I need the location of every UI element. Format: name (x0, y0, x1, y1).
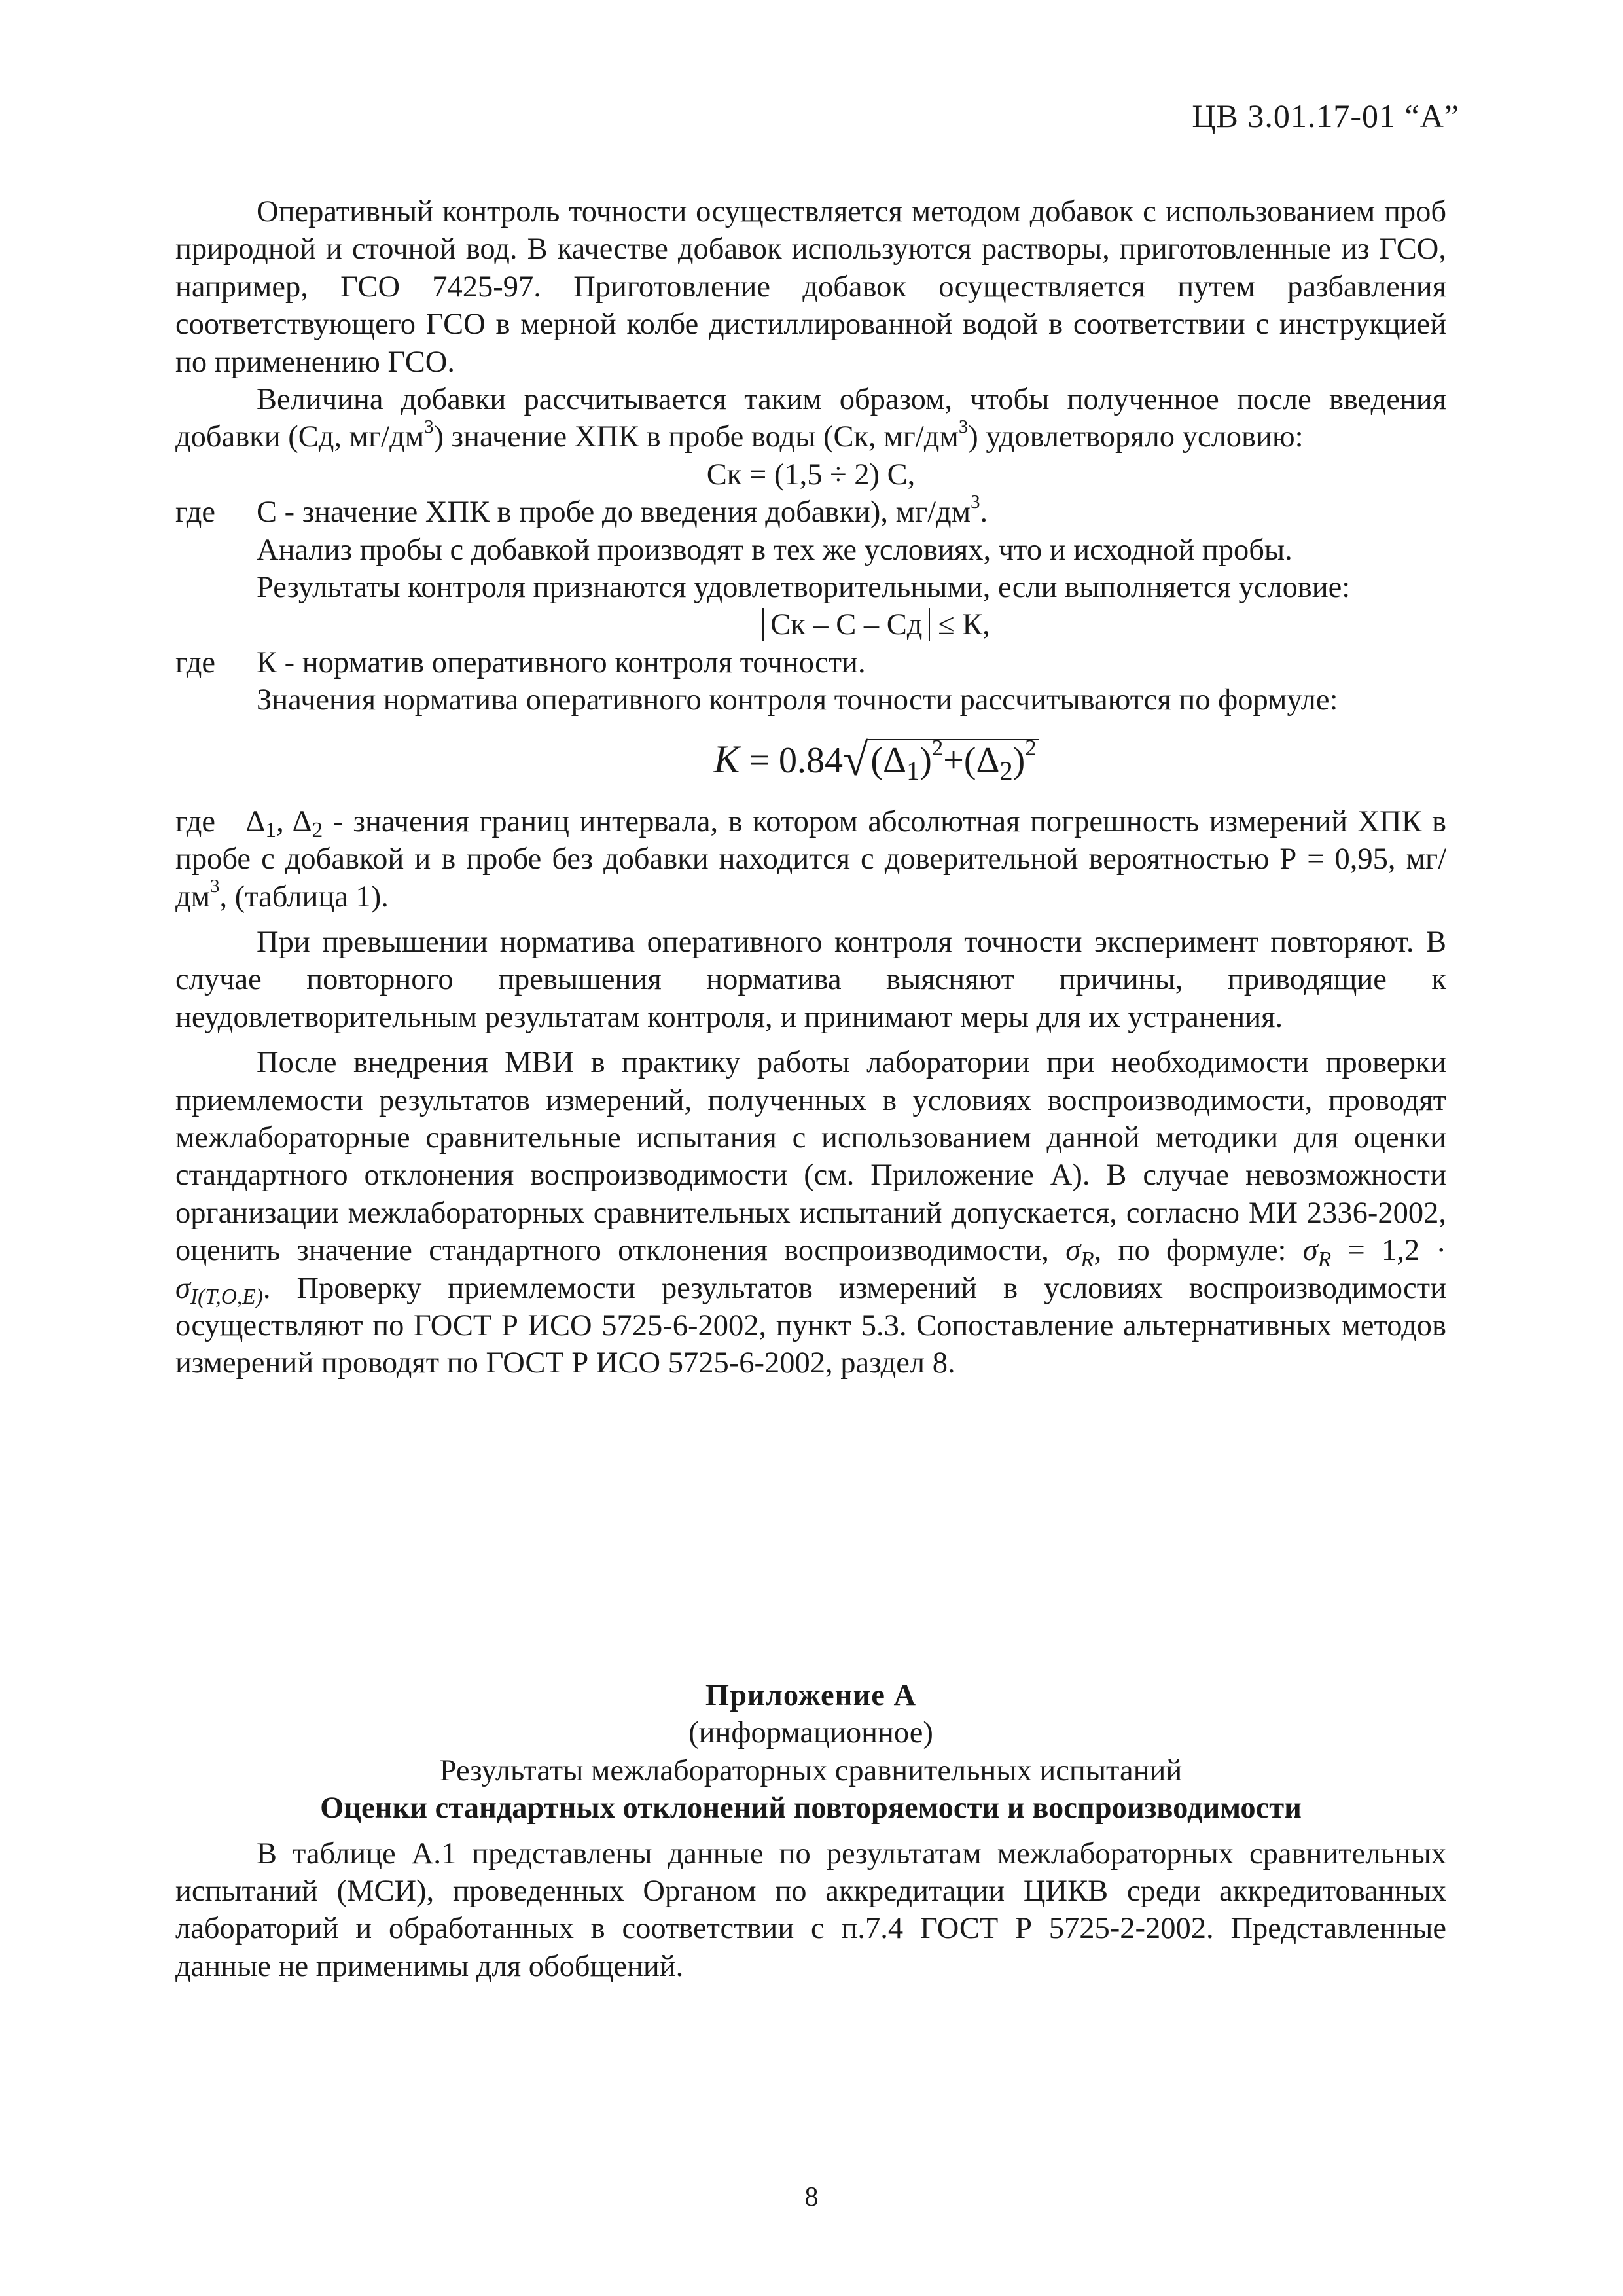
text-segment: ≤ К, (930, 608, 990, 642)
appendix-subtitle: Результаты межлабораторных сравнительных испытаний (439, 1753, 1183, 1787)
formula-k (306, 736, 1446, 783)
text-segment: ) (1012, 740, 1026, 781)
text-segment: . Проверку приемлемости результатов измерений в условиях воспроизводимости осуществляют по ГОСТ Р ИСО 5725-6-2002, пункт 5.3. Сопоставление альтернативных методов измерений проводят по ГОСТ Р ИСО 5725-6-2002, раздел 8. (175, 1271, 1446, 1380)
sigma-symbol: σ (1065, 1234, 1081, 1268)
text-segment: С - значение ХПК в пробе до введения добавки), мг/дм (257, 495, 971, 529)
square-root (842, 734, 1039, 785)
paragraph-delta-definition (175, 803, 1446, 916)
superscript: 3 (210, 875, 220, 897)
where-label: где (175, 645, 216, 679)
appendix-heading: Оценки стандартных отклонений повторяемости и воспроизводимости (320, 1791, 1302, 1825)
text-segment: Δ (245, 804, 266, 838)
abs-value: Ск – С – Сд (762, 608, 930, 641)
main-text (175, 193, 1446, 1382)
subscript: 2 (312, 818, 323, 843)
paragraph-operational-control: Оперативный контроль точности осуществляется методом добавок с использованием проб природной и сточной вод. В качестве добавок используются растворы, приготовленные из ГСО, например, ГСО 7425-97. Приготовление добавок осуществляется путем разбавления соответствующего ГСО в мерной колбе дистиллированной водой в соответствии с инструкцией по применению ГСО. (175, 195, 1446, 379)
where-text (257, 493, 1446, 531)
appendix-kind: (информационное) (688, 1716, 933, 1750)
radicand (868, 734, 1039, 785)
formula-condition (306, 606, 1446, 643)
text-segment: - значения границ интервала, в котором абсолютная погрешность измерений ХПК в пробе с добавкой и в пробе без добавки находится с доверительной вероятностью Р = 0,95, мг/дм (175, 804, 1446, 914)
superscript: 3 (424, 416, 434, 437)
superscript: 3 (971, 491, 980, 512)
appendix-section (175, 1677, 1446, 1985)
text-segment: ) удовлетворяло условию: (968, 420, 1304, 454)
subscript: 1 (265, 818, 277, 843)
formula-k-symbol: K (713, 737, 740, 781)
text-segment: . (980, 495, 988, 529)
text-segment: , (таблица 1). (219, 880, 389, 914)
sigma-symbol: σ (175, 1271, 190, 1305)
sigma-symbol: σ (1302, 1234, 1318, 1268)
appendix-paragraph: В таблице А.1 представлены данные по результатам межлабораторных сравнительных испытаний (МСИ), проведенных Органом по аккредитации ЦИКВ среди аккредитованных лабораторий и обработанных в соответствии с п.7.4 ГОСТ Р 5725-2-2002. Представленные данные не применимы для обобщений. (175, 1837, 1446, 1983)
page-number: 8 (804, 2182, 819, 2212)
where-label: где (175, 804, 216, 838)
paragraph-exceeding: При превышении норматива оперативного контроля точности эксперимент повторяют. В случае повторного превышения норматива выясняют причины, приводящие к неудовлетворительным результатам контроля, и принимают меры для их устранения. (175, 925, 1446, 1034)
text-segment: ) (919, 740, 932, 781)
text-segment: (Δ (870, 740, 907, 781)
paragraph-interlab (175, 1044, 1446, 1382)
paragraph-formula-intro: Значения норматива оперативного контроля точности рассчитываются по формуле: (257, 683, 1338, 717)
where-label: где (175, 495, 216, 529)
document-code-header: ЦВ 3.01.17-01 “А” (1192, 98, 1459, 134)
radical-sign: √ (842, 734, 868, 785)
superscript: 2 (1025, 734, 1037, 761)
text-segment: После внедрения МВИ в практику работы лаборатории при необходимости проверки приемлемости результатов измерений, полученных в условиях воспроизводимости, проводят межлабораторные сравнительные испытания с использованием данной методики для оценки стандартного отклонения воспроизводимости (см. Приложение А). В случае невозможности организации межлабораторных сравнительных испытаний допускается, согласно МИ 2336-2002, оценить значение стандартного отклонения воспроизводимости, (175, 1046, 1446, 1268)
paragraph-additive-size (175, 381, 1446, 456)
subscript: 2 (999, 755, 1013, 785)
where-c-definition (175, 493, 1446, 531)
paragraph-results-condition: Результаты контроля признаются удовлетворительными, если выполняется условие: (257, 571, 1351, 605)
formula-ck: Ск = (1,5 ÷ 2) С, (706, 457, 916, 492)
formula-k-eq: = 0.84 (740, 740, 843, 781)
subscript: R (1080, 1247, 1094, 1272)
subscript: 1 (906, 755, 920, 785)
text-segment: Величина добавки рассчитывается таким образом, чтобы полученное после введения добавки (Сд, мг/дм (175, 383, 1446, 454)
text-segment: , по формуле: (1094, 1234, 1303, 1268)
where-text: К - норматив оперативного контроля точности. (257, 645, 866, 679)
text-segment: = 1,2 · (1331, 1234, 1446, 1268)
appendix-title: Приложение А (705, 1679, 917, 1712)
superscript: 2 (931, 734, 944, 761)
text-segment: +(Δ (943, 740, 1000, 781)
where-k-definition (175, 644, 1446, 681)
text-segment: , Δ (276, 804, 312, 838)
superscript: 3 (958, 416, 969, 437)
subscript: I(T,O,E) (190, 1284, 263, 1309)
text-segment: ) значение ХПК в пробе воды (Ск, мг/дм (433, 420, 959, 454)
paragraph-analysis: Анализ пробы с добавкой производят в тех же условиях, что и исходной пробы. (257, 533, 1293, 567)
subscript: R (1317, 1247, 1332, 1272)
